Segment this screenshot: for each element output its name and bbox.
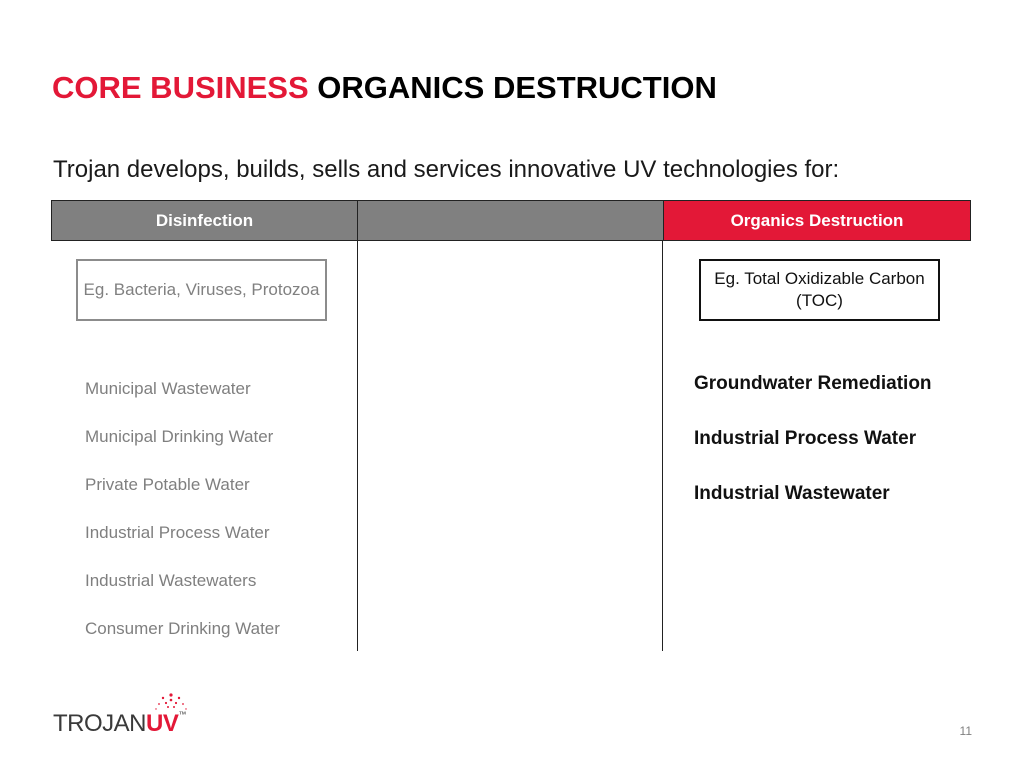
list-item: Industrial Wastewaters <box>85 571 257 590</box>
list-item: Consumer Drinking Water <box>85 619 280 638</box>
logo-word-trojan: TROJAN <box>53 710 146 737</box>
column-divider-right <box>662 241 663 651</box>
column-divider-left <box>357 241 358 651</box>
list-item: Municipal Drinking Water <box>85 427 274 446</box>
organics-example-box <box>699 259 940 321</box>
disinfection-example-text: Eg. Bacteria, Viruses, Protozoa <box>83 280 320 299</box>
logo-word-uv: UV <box>146 710 179 737</box>
table-header-row <box>51 200 971 241</box>
trojan-uv-logo <box>53 698 203 738</box>
list-item: Groundwater Remediation <box>694 373 932 394</box>
list-item: Industrial Wastewater <box>694 483 890 504</box>
list-item: Private Potable Water <box>85 475 250 494</box>
slide-subtitle: Trojan develops, builds, sells and services innovative UV technologies for: <box>53 156 840 183</box>
list-item: Industrial Process Water <box>85 523 270 542</box>
list-item: Municipal Wastewater <box>85 379 251 398</box>
organics-list <box>694 372 932 537</box>
organics-example-text: Eg. Total Oxidizable Carbon (TOC) <box>714 269 925 310</box>
page-number: 11 <box>959 724 972 738</box>
disinfection-list <box>85 377 280 665</box>
disinfection-example-box <box>76 259 327 321</box>
list-item: Industrial Process Water <box>694 428 917 449</box>
header-disinfection: Disinfection <box>52 201 358 240</box>
slide-title <box>52 70 717 106</box>
title-part-core-business: CORE BUSINESS <box>52 70 309 105</box>
logo-trademark: ™ <box>178 710 186 719</box>
header-middle <box>358 201 664 240</box>
title-part-organics-destruction: ORGANICS DESTRUCTION <box>317 70 717 105</box>
logo-wordmark <box>53 710 186 738</box>
header-organics-destruction: Organics Destruction <box>664 201 970 240</box>
